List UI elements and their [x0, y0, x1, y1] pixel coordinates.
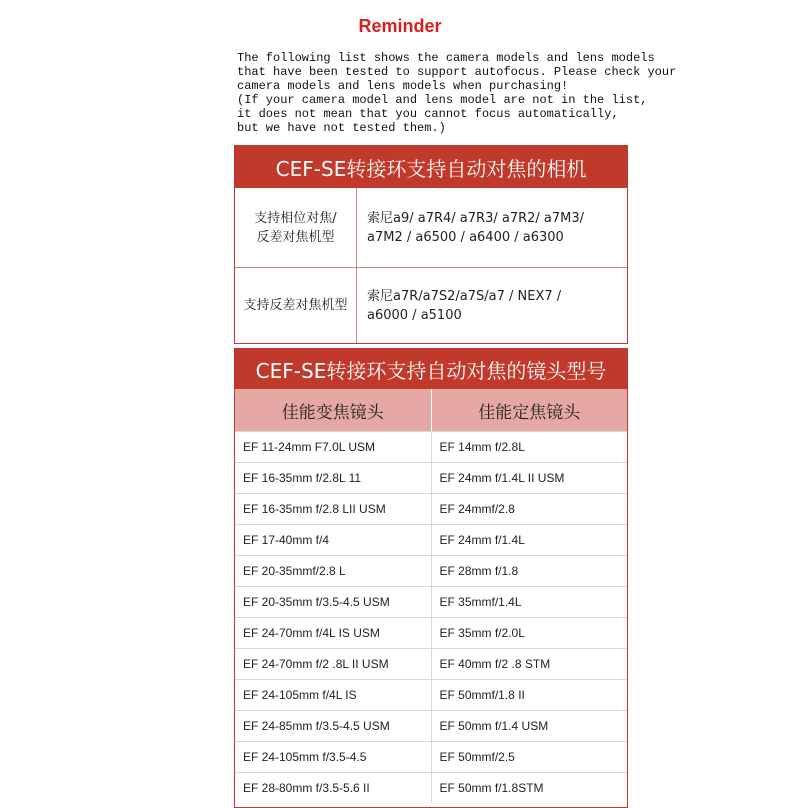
table-row	[235, 648, 627, 679]
zoom-lens-cell: EF 24-105mm f/3.5-4.5	[235, 742, 432, 772]
prime-lens-cell: EF 50mmf/2.5	[439, 750, 515, 764]
zoom-lens-cell: EF 24-105mm f/4L IS	[235, 680, 432, 710]
camera-row	[235, 267, 627, 343]
zoom-lens-cell: EF 16-35mm f/2.8 LII USM	[235, 494, 432, 524]
table-row	[235, 524, 627, 555]
table-row	[235, 679, 627, 710]
prime-lens-column-header: 佳能定焦镜头	[478, 402, 581, 423]
zoom-lens-column-header: 佳能变焦镜头	[235, 389, 432, 431]
prime-lens-cell: EF 50mm f/1.4 USM	[439, 719, 549, 733]
intro-line: (If your camera model and lens model are not in the list,	[237, 93, 648, 107]
table-row	[235, 493, 627, 524]
table-row	[235, 710, 627, 741]
lens-column-headers	[235, 389, 627, 431]
camera-support-table	[234, 145, 628, 344]
camera-row-models	[357, 188, 627, 267]
table-row	[235, 462, 627, 493]
prime-lens-cell: EF 24mm f/1.4L II USM	[439, 471, 565, 485]
prime-lens-cell: EF 24mmf/2.8	[439, 502, 515, 516]
camera-model-line: a6000 / a5100	[367, 307, 462, 323]
camera-model-line: a7M2 / a6500 / a6400 / a6300	[367, 229, 564, 245]
intro-line: that have been tested to support autofocus. Please check your	[237, 65, 677, 79]
zoom-lens-cell: EF 11-24mm F7.0L USM	[235, 432, 432, 462]
prime-lens-cell: EF 50mmf/1.8 II	[439, 688, 525, 702]
camera-label-line: 反差对焦机型	[256, 229, 335, 245]
prime-lens-cell: EF 35mmf/1.4L	[439, 595, 522, 609]
zoom-lens-cell: EF 24-70mm f/2 .8L II USM	[235, 649, 432, 679]
table-row	[235, 772, 627, 803]
camera-row-models	[357, 268, 627, 343]
camera-table-header: CEF-SE转接环支持自动对焦的相机	[235, 146, 627, 188]
prime-lens-cell: EF 28mm f/1.8	[439, 564, 519, 578]
prime-lens-cell: EF 50mm f/1.8STM	[439, 781, 544, 795]
camera-label-line: 支持相位对焦/	[254, 210, 337, 226]
camera-row-label	[235, 268, 357, 343]
zoom-lens-cell: EF 24-70mm f/4L IS USM	[235, 618, 432, 648]
table-row	[235, 741, 627, 772]
table-row	[235, 431, 627, 462]
camera-row	[235, 188, 627, 267]
prime-lens-cell: EF 35mm f/2.0L	[439, 626, 525, 640]
prime-lens-cell: EF 14mm f/2.8L	[439, 440, 525, 454]
lens-rows	[235, 431, 627, 803]
prime-lens-cell: EF 40mm f/2 .8 STM	[439, 657, 551, 671]
intro-line: The following list shows the camera models and lens models	[237, 51, 655, 65]
table-row	[235, 617, 627, 648]
zoom-lens-cell: EF 24-85mm f/3.5-4.5 USM	[235, 711, 432, 741]
camera-row-label	[235, 188, 357, 267]
zoom-lens-cell: EF 20-35mm f/3.5-4.5 USM	[235, 587, 432, 617]
zoom-lens-cell: EF 17-40mm f/4	[235, 525, 432, 555]
lens-table-header: CEF-SE转接环支持自动对焦的镜头型号	[235, 349, 627, 389]
prime-lens-cell: EF 24mm f/1.4L	[439, 533, 525, 547]
table-row	[235, 555, 627, 586]
page-title: Reminder	[358, 16, 442, 36]
zoom-lens-cell: EF 20-35mmf/2.8 L	[235, 556, 432, 586]
camera-model-line: 索尼a9/ a7R4/ a7R3/ a7R2/ a7M3/	[367, 210, 585, 226]
lens-support-table	[234, 348, 628, 808]
table-row	[235, 586, 627, 617]
intro-text	[237, 51, 677, 135]
zoom-lens-cell: EF 28-80mm f/3.5-5.6 II	[235, 773, 432, 803]
camera-model-line: 索尼a7R/a7S2/a7S/a7 / NEX7 /	[367, 288, 562, 304]
intro-line: camera models and lens models when purchasing!	[237, 79, 569, 93]
intro-line: it does not mean that you cannot focus automatically,	[237, 107, 619, 121]
camera-label-line: 支持反差对焦机型	[243, 298, 348, 313]
zoom-lens-cell: EF 16-35mm f/2.8L 11	[235, 463, 432, 493]
intro-line: but we have not tested them.)	[237, 121, 446, 135]
